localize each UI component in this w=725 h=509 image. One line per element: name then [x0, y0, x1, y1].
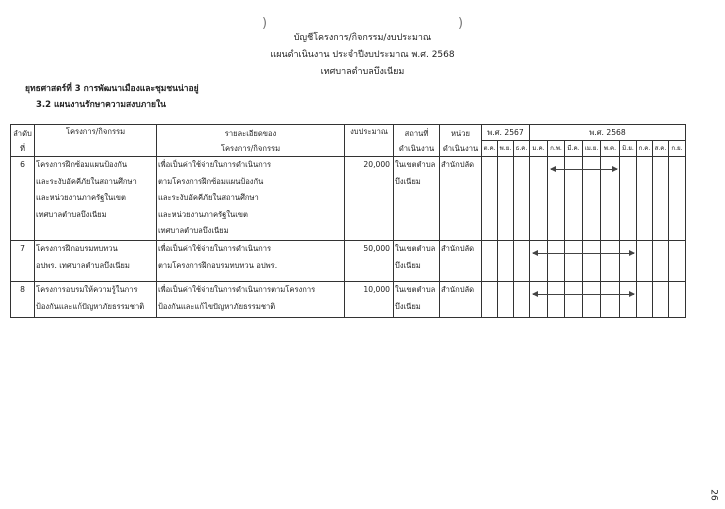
- scan-mark-left: ): [262, 16, 268, 31]
- row-project: โครงการฝึกซ้อมแผนป้องกัน และระงับอัคคีภัยในสถานศึกษา และหน่วยงานภาครัฐในเขต เทศบาลตำบลบึงเนียม: [35, 157, 157, 241]
- row-location: ในเขตตำบล บึงเนียม: [394, 157, 440, 241]
- header-project: โครงการ/กิจกรรม: [35, 125, 157, 157]
- row-unit: สำนักปลัด: [440, 241, 482, 282]
- month-nov: พ.ย.: [498, 141, 514, 157]
- row-no: 8: [11, 282, 35, 318]
- header-location: สถานที่ ดำเนินงาน: [394, 125, 440, 157]
- timeline-arrow: [533, 294, 634, 295]
- page-number: 26: [708, 489, 719, 501]
- row-budget: 10,000: [345, 282, 394, 318]
- header-no: ลำดับ ที่: [11, 125, 35, 157]
- month-jun: มิ.ย.: [620, 141, 637, 157]
- row-unit: สำนักปลัด: [440, 282, 482, 318]
- strategy-heading: ยุทธศาสตร์ที่ 3 การพัฒนาเมืองและชุมชนน่าอยู่: [25, 84, 199, 94]
- header-org: เทศบาลตำบลบึงเนียม: [320, 67, 405, 77]
- row-project: โครงการฝึกอบรมทบทวน อปพร. เทศบาลตำบลบึงเนียม: [35, 241, 157, 282]
- row-details: เพื่อเป็นค่าใช้จ่ายในการดำเนินการ ตามโครงการฝึกซ้อมแผนป้องกัน และระงับอัคคีภัยในสถานศึกษา และหน่วยงานภาครัฐในเขต เทศบาลตำบลบึงเนียม: [157, 157, 345, 241]
- timeline-arrow: [533, 253, 634, 254]
- row-unit: สำนักปลัด: [440, 157, 482, 241]
- row-details: เพื่อเป็นค่าใช้จ่ายในการดำเนินการตามโครงการ ป้องกันและแก้ไขปัญหาภัยธรรมชาติ: [157, 282, 345, 318]
- plan-section-heading: 3.2 แผนงานรักษาความสงบภายใน: [36, 100, 166, 110]
- row-location: ในเขตตำบล บึงเนียม: [394, 282, 440, 318]
- month-mar: มี.ค.: [565, 141, 583, 157]
- row-no: 7: [11, 241, 35, 282]
- table-row: [11, 241, 686, 282]
- scan-mark-right: ): [458, 16, 464, 31]
- month-jan: ม.ค.: [530, 141, 548, 157]
- header-year-2568: พ.ศ. 2568: [530, 125, 686, 141]
- header-year-2567: พ.ศ. 2567: [482, 125, 530, 141]
- month-jul: ก.ค.: [637, 141, 653, 157]
- month-apr: เม.ย.: [583, 141, 601, 157]
- header-title: บัญชีโครงการ/กิจกรรม/งบประมาณ: [293, 33, 432, 43]
- header-plan: แผนดำเนินงาน ประจำปีงบประมาณ พ.ศ. 2568: [270, 50, 455, 60]
- month-oct: ต.ค.: [482, 141, 498, 157]
- month-may: พ.ค.: [601, 141, 620, 157]
- month-sep: ก.ย.: [669, 141, 686, 157]
- row-project: โครงการอบรมให้ความรู้ในการ ป้องกันและแก้ปัญหาภัยธรรมชาติ: [35, 282, 157, 318]
- row-budget: 20,000: [345, 157, 394, 241]
- row-details: เพื่อเป็นค่าใช้จ่ายในการดำเนินการ ตามโครงการฝึกอบรมทบทวน อปพร.: [157, 241, 345, 282]
- month-feb: ก.พ.: [548, 141, 565, 157]
- plan-table: [10, 124, 686, 318]
- table-row: [11, 282, 686, 318]
- header-unit: หน่วย ดำเนินงาน: [440, 125, 482, 157]
- timeline-arrow: [551, 169, 617, 170]
- row-no: 6: [11, 157, 35, 241]
- row-budget: 50,000: [345, 241, 394, 282]
- month-aug: ส.ค.: [653, 141, 669, 157]
- month-dec: ธ.ค.: [514, 141, 530, 157]
- header-budget: งบประมาณ: [345, 125, 394, 157]
- row-location: ในเขตตำบล บึงเนียม: [394, 241, 440, 282]
- header-details: รายละเอียดของ โครงการ/กิจกรรม: [157, 125, 345, 157]
